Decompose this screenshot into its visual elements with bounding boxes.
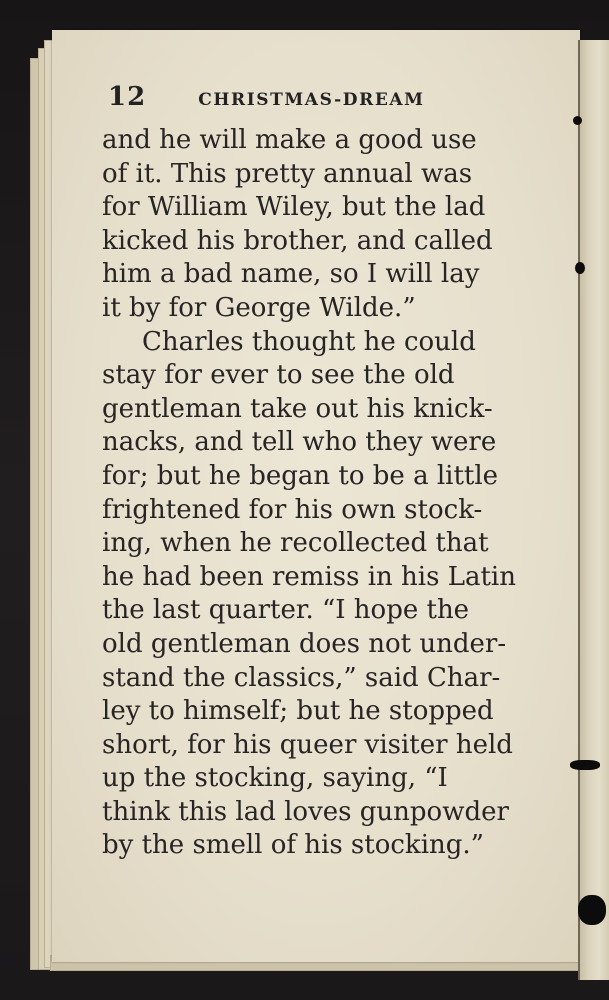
text-line: he had been remiss in his Latin xyxy=(102,561,516,592)
page-header xyxy=(108,82,425,118)
binding-hole xyxy=(573,116,582,125)
text-line: up the stocking, saying, “I xyxy=(102,763,448,794)
text-line: by the smell of his stocking.” xyxy=(102,830,484,861)
binding-hole xyxy=(570,760,600,770)
page-number: 12 xyxy=(108,82,147,112)
text-line: Charles thought he could xyxy=(142,326,476,357)
text-line: frightened for his own stock- xyxy=(102,494,483,525)
book-binding xyxy=(578,40,609,980)
text-line: think this lad loves gunpowder xyxy=(102,796,509,827)
text-line: ing, when he recollected that xyxy=(102,528,489,559)
text-line: stand the classics,” said Char- xyxy=(102,662,501,693)
text-line: for William Wiley, but the lad xyxy=(102,192,486,223)
text-line: and he will make a good use xyxy=(102,125,477,155)
text-line: short, for his queer visiter held xyxy=(102,729,513,760)
text-line: ley to himself; but he stopped xyxy=(102,696,494,727)
binding-hole xyxy=(575,262,585,274)
running-head: CHRISTMAS-DREAM xyxy=(198,90,425,110)
text-line: for; but he began to be a little xyxy=(102,460,499,491)
text-line: it by for George Wilde.” xyxy=(102,292,416,323)
text-line: stay for ever to see the old xyxy=(102,360,455,391)
text-line: of it. This pretty annual was xyxy=(102,158,473,189)
text-line: kicked his brother, and called xyxy=(102,225,493,256)
body-text xyxy=(102,124,540,863)
text-line: old gentleman does not under- xyxy=(102,628,507,659)
binding-hole xyxy=(578,895,606,925)
text-line: the last quarter. “I hope the xyxy=(102,595,470,626)
text-line: nacks, and tell who they were xyxy=(102,427,497,458)
text-line: him a bad name, so I will lay xyxy=(102,259,480,290)
text-line: gentleman take out his knick- xyxy=(102,393,493,424)
